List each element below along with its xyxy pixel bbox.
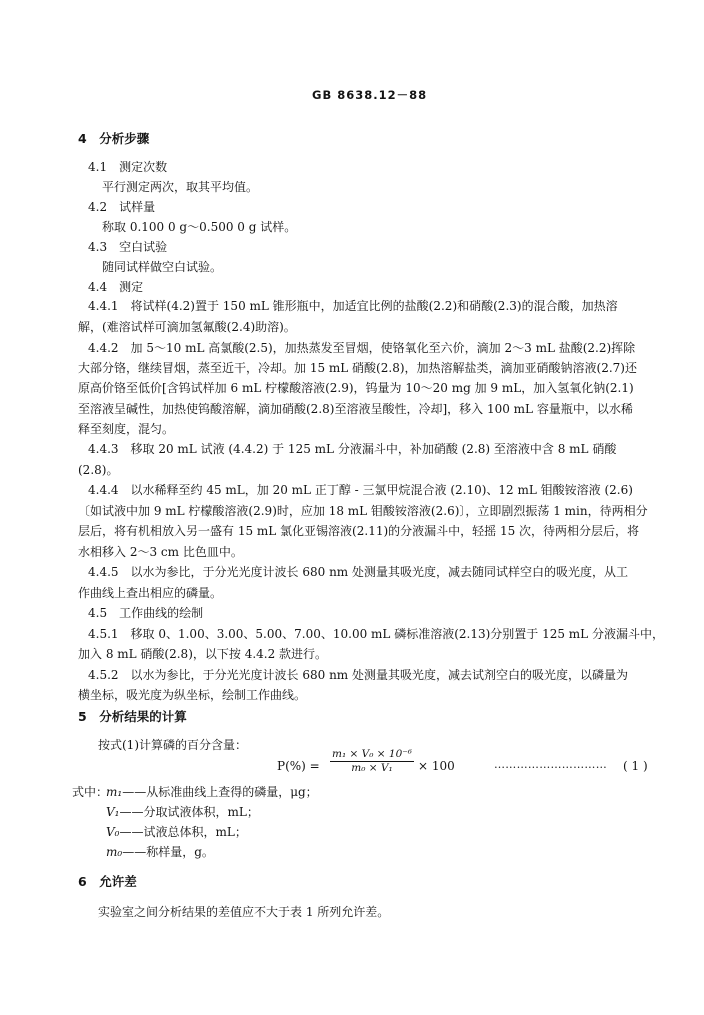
para-4-5-1-line: 加入 8 mL 硝酸(2.8)，以下按 4.4.2 款进行。 xyxy=(78,647,328,661)
para-4-4-2-line: 至溶液呈碱性，加热使钨酸溶解，滴加硝酸(2.8)至溶液呈酸性，冷却]，移入 100 mL 容量瓶中，以水稀 xyxy=(78,402,633,416)
section-6-text: 实验室之间分析结果的差值应不大于表 1 所列允许差。 xyxy=(98,905,390,919)
section-4-heading: 4 分析步骤 xyxy=(78,131,150,146)
formula-rhs: × 100 xyxy=(418,759,455,773)
para-4-4-2-line: 原高价铬至低价[含钨试样加 6 mL 柠檬酸溶液(2.9)，钨量为 10～20 mg 加 9 mL，加入氢氧化钠(2.1) xyxy=(78,381,634,395)
formula-intro: 按式(1)计算磷的百分含量： xyxy=(98,738,247,752)
variable-symbol: m₀ xyxy=(106,845,123,859)
para-4-5-2-line: 横坐标，吸光度为纵坐标，绘制工作曲线。 xyxy=(78,688,307,702)
para-4-4-1-line: 解，(难溶试样可滴加氢氟酸(2.4)助溶)。 xyxy=(78,320,296,334)
para-4-4-3-line: 4.4.3 移取 20 mL 试液 (4.4.2) 于 125 mL 分液漏斗中，补加硝酸 (2.8) 至溶液中含 8 mL 硝酸 xyxy=(88,442,617,456)
section-4-1-heading: 4.1 测定次数 xyxy=(88,160,168,174)
para-4-4-4-line: 层后，将有机相放入另一盛有 15 mL 氯化亚锡溶液(2.11)的分液漏斗中，轻摇 15 次，待两相分层后，将 xyxy=(78,524,640,538)
section-4-2-text: 称取 0.100 0 g～0.500 0 g 试样。 xyxy=(102,220,297,234)
variable-description: ——从标准曲线上查得的磷量，μg； xyxy=(122,785,318,799)
variable-symbol: V₁ xyxy=(106,805,120,819)
where-label: 式中： xyxy=(72,785,109,799)
section-4-4-heading: 4.4 测定 xyxy=(88,280,144,294)
para-4-4-1-line: 4.4.1 将试样(4.2)置于 150 mL 锥形瓶中，加适宜比例的盐酸(2.2)和硝酸(2.3)的混合酸，加热溶 xyxy=(88,299,618,313)
section-5-heading: 5 分析结果的计算 xyxy=(78,709,187,724)
standard-code-header: GB 8638.12－88 xyxy=(312,88,428,102)
variable-definition xyxy=(106,823,247,841)
formula-fraction xyxy=(330,748,414,775)
section-4-2-heading: 4.2 试样量 xyxy=(88,200,156,214)
para-4-4-4-line: 4.4.4 以水稀释至约 45 mL，加 20 mL 正丁醇 - 三氯甲烷混合液 (2.10)、12 mL 钼酸铵溶液 (2.6) xyxy=(88,483,633,497)
variable-definition xyxy=(106,783,318,801)
para-4-5-2-line: 4.5.2 以水为参比，于分光光度计波长 680 nm 处测量其吸光度，减去试剂空白的吸光度，以磷量为 xyxy=(88,668,628,682)
para-4-4-5-line: 4.4.5 以水为参比，于分光光度计波长 680 nm 处测量其吸光度，减去随同试样空白的吸光度，从工 xyxy=(88,565,628,579)
para-4-4-5-line: 作曲线上查出相应的磷量。 xyxy=(78,586,223,600)
formula-number: ( 1 ) xyxy=(623,759,648,773)
formula-leader-dots: ………………………… xyxy=(494,758,607,771)
para-4-4-3-line: (2.8)。 xyxy=(78,463,119,477)
section-6-heading: 6 允许差 xyxy=(78,874,137,889)
variable-symbol: V₀ xyxy=(106,825,120,839)
para-4-4-4-line: 水相移入 2～3 cm 比色皿中。 xyxy=(78,545,243,559)
section-4-5-heading: 4.5 工作曲线的绘制 xyxy=(88,606,204,620)
para-4-4-2-line: 4.4.2 加 5～10 mL 高氯酸(2.5)，加热蒸发至冒烟，使铬氧化至六价，滴加 2～3 mL 盐酸(2.2)挥除 xyxy=(88,341,636,355)
section-4-1-text: 平行测定两次，取其平均值。 xyxy=(102,180,259,194)
variable-description: ——称样量，g。 xyxy=(122,845,214,859)
variable-description: ——试液总体积，mL； xyxy=(119,825,247,839)
para-4-4-4-line: 〔如试液中加 9 mL 柠檬酸溶液(2.9)时，应加 18 mL 钼酸铵溶液(2.6)〕，立即剧烈振荡 1 min，待两相分 xyxy=(78,504,648,518)
variable-definition xyxy=(106,803,259,821)
section-4-3-text: 随同试样做空白试验。 xyxy=(102,260,223,274)
section-4-3-heading: 4.3 空白试验 xyxy=(88,240,168,254)
variable-symbol: m₁ xyxy=(106,785,123,799)
variable-definition xyxy=(106,843,214,861)
formula-lhs: P(%) = xyxy=(277,759,320,773)
variable-description: ——分取试液体积，mL； xyxy=(119,805,259,819)
para-4-5-1-line: 4.5.1 移取 0、1.00、3.00、5.00、7.00、10.00 mL 磷标准溶液(2.13)分别置于 125 mL 分液漏斗中， xyxy=(88,627,664,641)
formula-denominator: m₀ × V₁ xyxy=(351,762,393,774)
formula-numerator: m₁ × V₀ × 10⁻⁶ xyxy=(332,748,413,760)
para-4-4-2-line: 释至刻度，混匀。 xyxy=(78,422,175,436)
para-4-4-2-line: 大部分铬，继续冒烟，蒸至近干，冷却。加 15 mL 硝酸(2.8)，加热溶解盐类，滴加亚硝酸钠溶液(2.7)还 xyxy=(78,361,637,375)
